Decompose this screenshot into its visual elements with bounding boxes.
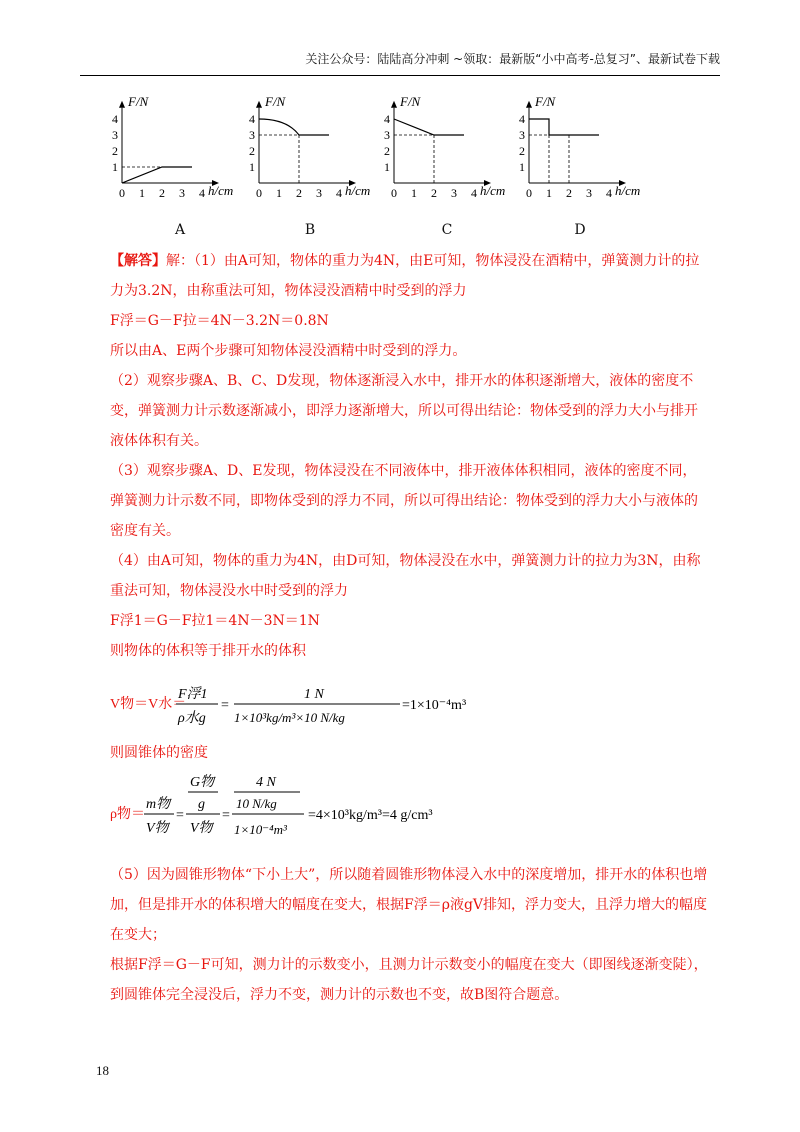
x-tick-label: 0 (526, 186, 532, 200)
page-number: 18 (96, 1063, 109, 1078)
answer-p2: 所以由A、E两个步骤可知物体浸没酒精中时受到的浮力。 (110, 343, 467, 359)
y-tick-label: 2 (112, 144, 118, 158)
f2-den2: V物 (190, 821, 213, 836)
y-axis-arrow (256, 101, 262, 108)
f2-mid2: g (198, 797, 205, 812)
series-line (529, 119, 599, 135)
answer-tag: 【解答】 (110, 253, 166, 269)
header-rule (80, 75, 720, 76)
y-tick-label: 1 (112, 160, 118, 174)
y-tick-label: 4 (249, 112, 255, 126)
graph-c (380, 85, 530, 205)
y-axis-label: F/N (265, 94, 286, 110)
y-axis-arrow (119, 101, 125, 108)
x-tick-label: 4 (199, 186, 205, 200)
y-tick-label: 3 (519, 128, 525, 142)
answer-content (110, 246, 710, 1010)
f2-num2: G物 (190, 775, 215, 790)
y-axis-label: F/N (400, 94, 421, 110)
x-axis-label: h/cm (345, 183, 371, 198)
answer-eq2: F浮1＝G－F拉1＝4N－3N＝1N (110, 613, 320, 629)
x-tick-label: 3 (316, 186, 322, 200)
series-line (259, 119, 329, 135)
x-tick-label: 4 (471, 186, 477, 200)
formula-density-svg (110, 768, 710, 860)
answer-p8: （5）因为圆锥形物体“下小上大”，所以随着圆锥形物体浸入水中的深度增加，排开水的体积也增加，但是排开水的体积增大的幅度在变大，根据F浮＝ρ液gV排知，浮力变大，且浮力增大的幅度在变大； (110, 867, 708, 943)
x-tick-label: 3 (179, 186, 185, 200)
y-axis-label: F/N (535, 94, 556, 110)
x-tick-label: 1 (139, 186, 145, 200)
y-axis-arrow (391, 101, 397, 108)
graph-d (515, 85, 665, 205)
graph-d-axes (519, 94, 640, 200)
x-tick-label: 1 (411, 186, 417, 200)
y-tick-label: 1 (384, 160, 390, 174)
series-line (122, 167, 192, 183)
y-tick-label: 4 (519, 112, 525, 126)
y-axis-label: F/N (128, 94, 149, 110)
y-axis-arrow (526, 101, 532, 108)
x-tick-label: 2 (566, 186, 572, 200)
graph-label-b: B (304, 222, 316, 238)
f1-lhs: V物＝V水＝ (110, 697, 187, 712)
graph-label-c: C (441, 222, 453, 238)
x-tick-label: 2 (296, 186, 302, 200)
y-tick-label: 3 (112, 128, 118, 142)
f1-num2: 1 N (304, 687, 324, 702)
f2-lhs: ρ物＝ (110, 807, 145, 822)
graph-b (245, 85, 395, 205)
x-axis-label: h/cm (480, 183, 506, 198)
f2-eq2: = (222, 808, 230, 823)
x-tick-label: 1 (546, 186, 552, 200)
f2-eq1: = (176, 808, 184, 823)
x-axis-label: h/cm (615, 183, 641, 198)
x-tick-label: 4 (606, 186, 612, 200)
y-tick-label: 3 (249, 128, 255, 142)
graph-label-d: D (574, 222, 586, 238)
series-line (394, 119, 464, 135)
answer-p9: 根据F浮＝G－F可知，测力计的示数变小，且测力计示数变小的幅度在变大（即图线逐渐变陡），到圆锥体完全浸没后，浮力不变，测力计的示数也不变，故B图符合题意。 (110, 957, 708, 1003)
answer-p7: 则圆锥体的密度 (110, 745, 208, 761)
y-tick-label: 2 (249, 144, 255, 158)
y-tick-label: 2 (384, 144, 390, 158)
f1-den2: 1×10³kg/m³×10 N/kg (234, 710, 345, 725)
answer-p5: （4）由A可知，物体的重力为4N，由D可知，物体浸没在水中，弹簧测力计的拉力为3N，由称重法可知，物体浸没水中时受到的浮力 (110, 553, 701, 599)
formula-volume (110, 666, 710, 738)
answer-eq1: F浮＝G－F拉＝4N－3.2N＝0.8N (110, 313, 329, 329)
answer-p1-text: 解：（1）由A可知，物体的重力为4N，由E可知，物体浸没在酒精中，弹簧测力计的拉力为3.2N，由称重法可知，物体浸没酒精中时受到的浮力 (110, 253, 700, 299)
page-header: 关注公众号：陆陆高分冲刺 ~领取：最新版“小中高考-总复习”、最新试卷下载 (305, 52, 720, 66)
y-tick-label: 4 (112, 112, 118, 126)
f1-result: =1×10⁻⁴m³ (402, 698, 467, 713)
y-tick-label: 2 (519, 144, 525, 158)
graph-c-axes (384, 94, 505, 200)
formula-density (110, 768, 710, 860)
x-tick-label: 0 (391, 186, 397, 200)
y-tick-label: 1 (519, 160, 525, 174)
f2-mid3: 10 N/kg (236, 796, 277, 811)
x-tick-label: 0 (256, 186, 262, 200)
x-tick-label: 3 (586, 186, 592, 200)
f1-den1: ρ水g (178, 711, 206, 726)
graph-a (108, 85, 258, 205)
graph-label-a: A (174, 222, 186, 238)
f1-eq: = (221, 698, 229, 713)
x-tick-label: 2 (431, 186, 437, 200)
y-tick-label: 3 (384, 128, 390, 142)
f1-num1: F浮1 (178, 687, 208, 702)
x-tick-label: 4 (336, 186, 342, 200)
f2-num1: m物 (146, 797, 171, 812)
f2-result: =4×10³kg/m³=4 g/cm³ (308, 808, 433, 823)
f2-den1: V物 (146, 821, 169, 836)
f2-num3: 4 N (256, 775, 276, 790)
x-tick-label: 3 (451, 186, 457, 200)
graph-a-axes (112, 94, 233, 200)
x-axis-label: h/cm (208, 183, 234, 198)
answer-p6: 则物体的体积等于排开水的体积 (110, 643, 306, 659)
answer-p4: （3）观察步骤A、D、E发现，物体浸没在不同液体中，排开液体体积相同，液体的密度不同，弹簧测力计示数不同，即物体受到的浮力不同，所以可得出结论：物体受到的浮力大小与液体的密度有关。 (110, 463, 698, 539)
y-tick-label: 1 (249, 160, 255, 174)
formula-volume-svg (110, 666, 710, 738)
answer-p1 (110, 246, 710, 306)
graph-b-axes (249, 94, 370, 200)
x-tick-label: 1 (276, 186, 282, 200)
answer-p3: （2）观察步骤A、B、C、D发现，物体逐渐浸入水中，排开水的体积逐渐增大，液体的密度不变，弹簧测力计示数逐渐减小，即浮力逐渐增大，所以可得出结论：物体受到的浮力大小与排开液体体积有关。 (110, 373, 698, 449)
x-tick-label: 2 (159, 186, 165, 200)
y-tick-label: 4 (384, 112, 390, 126)
x-tick-label: 0 (119, 186, 125, 200)
f2-den3: 1×10⁻⁴m³ (234, 822, 287, 837)
